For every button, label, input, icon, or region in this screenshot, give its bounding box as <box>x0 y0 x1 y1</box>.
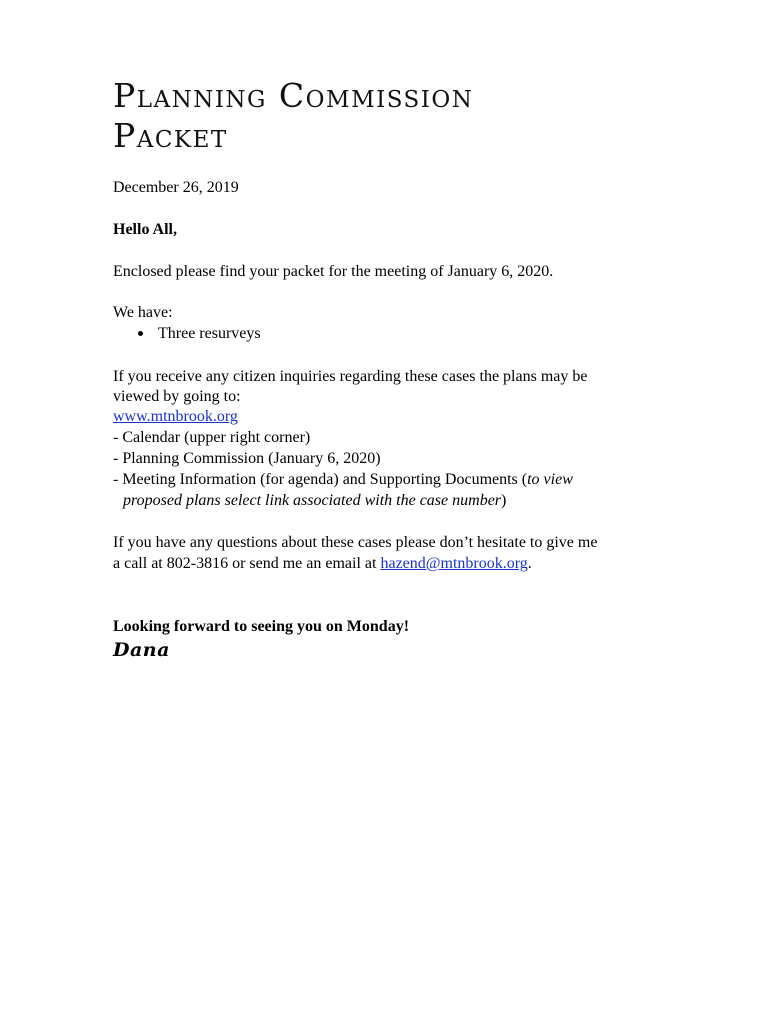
step-italic-note-2: proposed plans select link associated with the case number <box>123 492 502 509</box>
questions-text: a call at 802-3816 or send me an email at <box>113 555 381 572</box>
page-title <box>113 76 633 156</box>
signature: Dana <box>113 639 170 661</box>
website-link[interactable]: www.mtnbrook.org <box>113 408 238 425</box>
bullet-icon <box>138 331 143 336</box>
step-meeting-information <box>113 469 573 490</box>
we-have-label: We have: <box>113 304 173 321</box>
inquiries-line-2: viewed by going to: <box>113 388 241 405</box>
website-line <box>113 406 238 427</box>
questions-period: . <box>527 555 532 572</box>
letter-date: December 26, 2019 <box>113 179 239 196</box>
step-meeting-information-text: - Meeting Information (for agenda) and Supporting Documents ( <box>113 471 528 488</box>
list-item-text: Three resurveys <box>158 325 261 342</box>
inquiries-line-1: If you receive any citizen inquiries regarding these cases the plans may be <box>113 368 588 385</box>
questions-line-1: If you have any questions about these cases please don’t hesitate to give me <box>113 534 598 551</box>
closing-line: Looking forward to seeing you on Monday! <box>113 618 410 635</box>
intro-paragraph: Enclosed please find your packet for the meeting of January 6, 2020. <box>113 263 554 280</box>
title-line-1: Planning Commission <box>113 76 474 115</box>
step-planning-commission: - Planning Commission (January 6, 2020) <box>113 450 381 467</box>
list-item <box>113 323 261 344</box>
step-italic-note-1: to view <box>527 471 573 488</box>
title-line-2: Packet <box>113 116 228 155</box>
questions-line-2 <box>113 553 532 574</box>
step-calendar: - Calendar (upper right corner) <box>113 429 311 446</box>
items-list <box>113 323 261 344</box>
email-link[interactable]: hazend@mtnbrook.org <box>380 555 528 572</box>
greeting: Hello All, <box>113 221 177 238</box>
step-meeting-information-continued <box>113 490 506 511</box>
step-close-paren: ) <box>501 492 507 509</box>
